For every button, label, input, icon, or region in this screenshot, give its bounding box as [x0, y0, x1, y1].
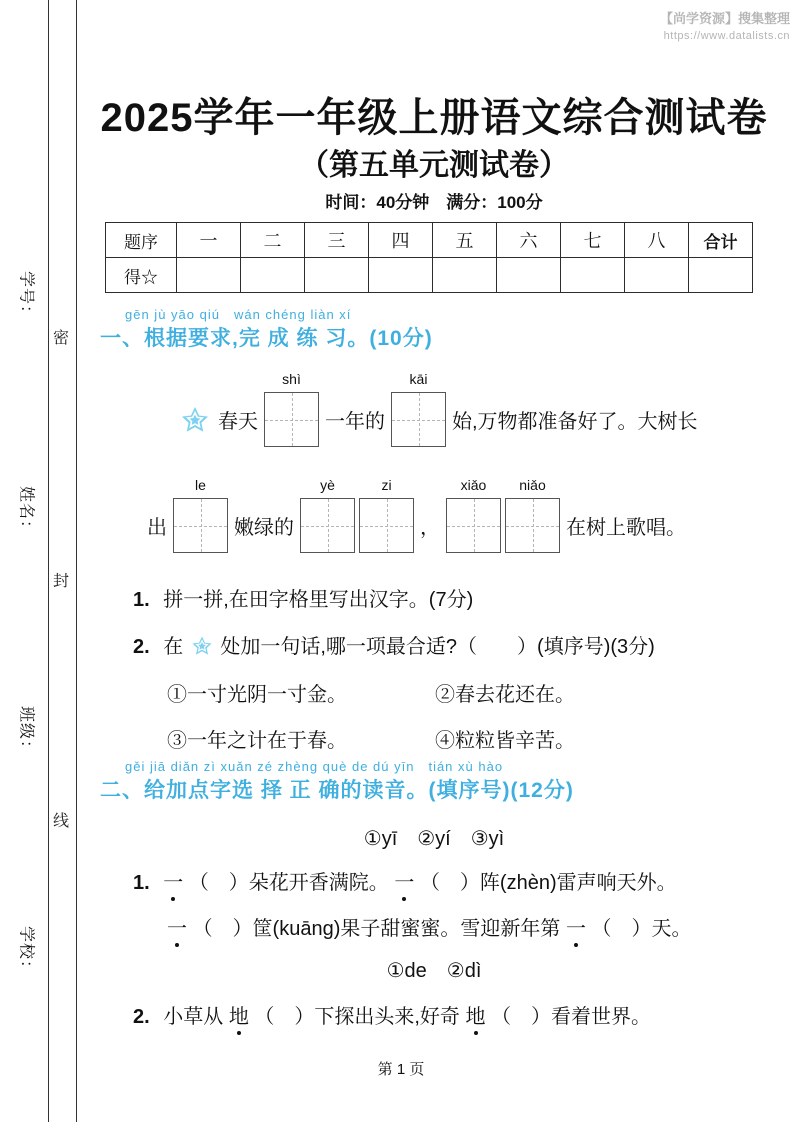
text-segment: 嫩绿的 — [234, 517, 294, 539]
side-label-name: 姓名： — [17, 485, 35, 537]
question-number: 2. — [133, 1006, 150, 1028]
text-segment: 一年的 — [325, 411, 385, 433]
seal-line-inner — [76, 0, 77, 1122]
score-cell-empty[interactable] — [625, 258, 689, 293]
text-segment: ， — [420, 517, 440, 539]
score-cell-empty[interactable] — [177, 258, 241, 293]
dotted-char: 一 — [167, 912, 187, 941]
text-segment: （ ）筐(kuāng)果子甜蜜蜜。雪迎新年第 — [192, 918, 561, 940]
page-title: 2025学年一年级上册语文综合测试卷 — [100, 96, 768, 140]
page-subtitle: （第五单元测试卷） — [299, 149, 569, 182]
score-row-label: 得☆ — [106, 258, 177, 293]
writing-grid[interactable] — [505, 477, 560, 553]
option-item: ①一寸光阴一寸金。 — [167, 684, 347, 706]
text-segment: 小草从 — [163, 1006, 224, 1028]
section1-question-2 — [133, 630, 655, 659]
watermark-source: 【尚学资源】搜集整理 — [659, 11, 790, 26]
section2-question-2 — [133, 1000, 651, 1029]
score-header-cell: 八 — [625, 223, 689, 258]
score-header-cell: 七 — [561, 223, 625, 258]
text-segment: 在 — [163, 636, 184, 658]
dotted-char: 一 — [566, 912, 586, 941]
score-cell-empty[interactable] — [369, 258, 433, 293]
score-header-cell: 一 — [177, 223, 241, 258]
option-item: ④粒粒皆辛苦。 — [435, 730, 575, 752]
grid-pinyin: xiǎo — [460, 477, 487, 493]
text-segment: （ ）朵花开香满院。 — [188, 872, 389, 894]
score-table — [105, 222, 753, 293]
section2-question-1-line-2 — [167, 912, 692, 941]
dotted-char: 一 — [394, 866, 414, 895]
grid-pinyin: le — [195, 477, 206, 493]
grid-pinyin: yè — [320, 477, 335, 493]
score-header-cell: 题序 — [106, 223, 177, 258]
grid-pinyin: zi — [381, 477, 392, 493]
score-header-cell: 三 — [305, 223, 369, 258]
score-header-cell: 二 — [241, 223, 305, 258]
grid-pinyin: kāi — [409, 371, 428, 387]
section-1-pinyin: gēn jù yāo qiú wán chéng liàn xí — [125, 307, 352, 322]
score-table-header-row — [106, 223, 753, 258]
section2-choices-2: ①de ②dì — [386, 960, 482, 982]
text-segment: （ ）天。 — [591, 918, 692, 940]
score-cell-empty[interactable] — [689, 258, 753, 293]
side-label-class: 班级： — [17, 705, 35, 757]
text-segment: 拼一拼,在田字格里写出汉字。(7分) — [163, 589, 474, 611]
section1-question-1 — [133, 583, 473, 612]
text-segment: （ ）看着世界。 — [491, 1006, 652, 1028]
writing-grid[interactable] — [446, 477, 501, 553]
writing-grid[interactable] — [264, 371, 319, 447]
score-cell-empty[interactable] — [497, 258, 561, 293]
fill-line-2 — [143, 477, 690, 553]
dotted-char: 地 — [466, 1000, 486, 1029]
text-segment: 春天 — [218, 411, 258, 433]
seal-char-xian: 线 — [53, 813, 70, 830]
section-1-title: 一、根据要求,完 成 练 习。(10分) — [100, 327, 433, 350]
fill-line-1 — [180, 371, 702, 447]
side-label-student-id: 学号： — [17, 270, 35, 322]
option-row-2 — [167, 724, 575, 753]
score-cell-empty[interactable] — [305, 258, 369, 293]
writing-grid[interactable] — [391, 371, 446, 447]
grid-pinyin: niǎo — [519, 477, 546, 493]
side-label-school: 学校： — [17, 925, 35, 977]
score-header-cell-total: 合计 — [689, 223, 753, 258]
text-segment: 在树上歌唱。 — [566, 517, 686, 539]
score-header-cell: 五 — [433, 223, 497, 258]
watermark-url: https://www.datalists.cn — [663, 30, 790, 42]
star-icon — [180, 405, 210, 435]
writing-grid[interactable] — [300, 477, 355, 553]
seal-line-outer — [48, 0, 49, 1122]
footer-page-number: 第 1 页 — [377, 1061, 425, 1078]
score-table-score-row — [106, 258, 753, 293]
section-2-pinyin: gěi jiā diǎn zì xuǎn zé zhèng què de dú yīn tián xù hào — [125, 759, 504, 774]
exam-meta: 时间：40分钟 满分：100分 — [325, 193, 543, 212]
writing-grid[interactable] — [359, 477, 414, 553]
text-segment: （ ）下探出头来,好奇 — [254, 1006, 460, 1028]
dotted-char: 一 — [163, 866, 183, 895]
seal-char-feng: 封 — [53, 573, 70, 590]
text-segment: 出 — [147, 517, 167, 539]
text-segment: （ ）阵(zhèn)雷声响天外。 — [419, 872, 677, 894]
content-column — [95, 0, 773, 1122]
writing-grid[interactable] — [173, 477, 228, 553]
text-segment: 始,万物都准备好了。大树长 — [452, 411, 698, 433]
star-icon — [191, 635, 213, 657]
question-number: 1. — [133, 872, 150, 894]
score-cell-empty[interactable] — [433, 258, 497, 293]
option-row-1 — [167, 678, 575, 707]
seal-char-mi: 密 — [53, 330, 70, 347]
section2-question-1-line-1 — [133, 866, 677, 895]
option-item: ②春去花还在。 — [435, 684, 575, 706]
score-header-cell: 四 — [369, 223, 433, 258]
question-number: 2. — [133, 636, 150, 658]
score-cell-empty[interactable] — [561, 258, 625, 293]
score-cell-empty[interactable] — [241, 258, 305, 293]
section2-choices-1: ①yī ②yí ③yì — [363, 828, 505, 850]
score-header-cell: 六 — [497, 223, 561, 258]
section-2-title: 二、给加点字选 择 正 确的读音。(填序号)(12分) — [100, 779, 574, 802]
text-segment: 处加一句话,哪一项最合适?（ ）(填序号)(3分) — [220, 636, 655, 658]
question-number: 1. — [133, 589, 150, 611]
grid-pinyin: shì — [282, 371, 301, 387]
option-item: ③一年之计在于春。 — [167, 730, 347, 752]
dotted-char: 地 — [229, 1000, 249, 1029]
